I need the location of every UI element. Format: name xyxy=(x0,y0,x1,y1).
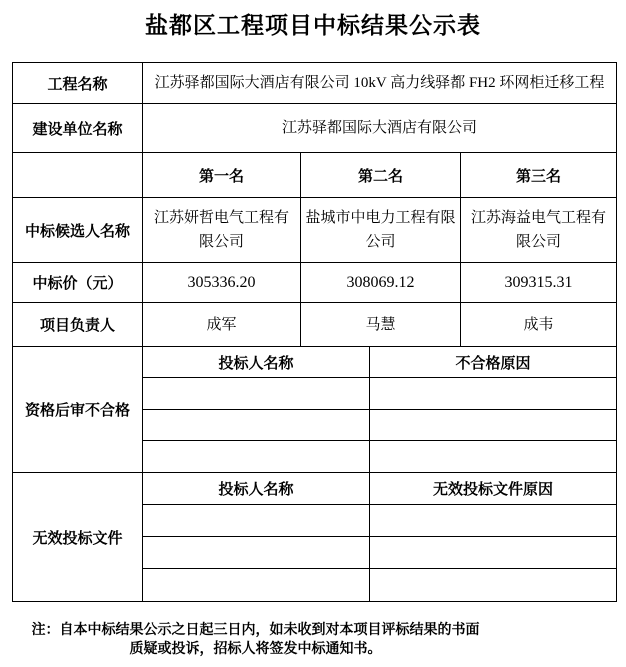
rank-header-first: 第一名 xyxy=(143,153,301,198)
project-name-value: 江苏驿都国际大酒店有限公司 10kV 高力线驿都 FH2 环网柜迁移工程 xyxy=(143,63,617,104)
candidate-second: 盐城市中电力工程有限公司 xyxy=(301,198,461,263)
invalid-bidder-cell xyxy=(143,505,370,537)
rank-header-third: 第三名 xyxy=(461,153,617,198)
owner-label: 建设单位名称 xyxy=(13,104,143,153)
invalid-reason-cell xyxy=(370,569,617,602)
disqualified-reason-header: 不合格原因 xyxy=(370,347,617,378)
project-name-label: 工程名称 xyxy=(13,63,143,104)
invalid-reason-cell xyxy=(370,537,617,569)
disqualified-section-label: 资格后审不合格 xyxy=(13,347,143,473)
footer-note: 注：自本中标结果公示之日起三日内，如未收到对本项目评标结果的书面质疑或投诉，招标人将签发中标通知书。 xyxy=(31,621,480,656)
invalid-bidder-cell xyxy=(143,537,370,569)
disqualified-bidder-header: 投标人名称 xyxy=(143,347,370,378)
invalid-section-label: 无效投标文件 xyxy=(13,473,143,602)
manager-second: 马慧 xyxy=(301,303,461,347)
row-rank-headers xyxy=(13,153,617,198)
row-invalid-header xyxy=(13,473,617,505)
invalid-reason-cell xyxy=(370,505,617,537)
invalid-reason-header: 无效投标文件原因 xyxy=(370,473,617,505)
price-third: 309315.31 xyxy=(461,263,617,303)
row-owner xyxy=(13,104,617,153)
owner-value: 江苏驿都国际大酒店有限公司 xyxy=(143,104,617,153)
disqualified-reason-cell xyxy=(370,441,617,473)
manager-first: 成军 xyxy=(143,303,301,347)
row-candidates xyxy=(13,198,617,263)
managers-label: 项目负责人 xyxy=(13,303,143,347)
rank-header-empty-cell xyxy=(13,153,143,198)
row-project-name xyxy=(13,63,617,104)
price-second: 308069.12 xyxy=(301,263,461,303)
rank-header-second: 第二名 xyxy=(301,153,461,198)
disqualified-bidder-cell xyxy=(143,410,370,441)
candidate-first: 江苏妍哲电气工程有限公司 xyxy=(143,198,301,263)
disqualified-reason-cell xyxy=(370,378,617,410)
price-first: 305336.20 xyxy=(143,263,301,303)
candidates-label: 中标候选人名称 xyxy=(13,198,143,263)
row-prices xyxy=(13,263,617,303)
bid-result-table xyxy=(12,62,617,602)
invalid-bidder-header: 投标人名称 xyxy=(143,473,370,505)
disqualified-bidder-cell xyxy=(143,378,370,410)
manager-third: 成韦 xyxy=(461,303,617,347)
page-title: 盐都区工程项目中标结果公示表 xyxy=(145,12,481,38)
disqualified-reason-cell xyxy=(370,410,617,441)
row-managers xyxy=(13,303,617,347)
prices-label: 中标价（元） xyxy=(13,263,143,303)
invalid-bidder-cell xyxy=(143,569,370,602)
row-disqualified-header xyxy=(13,347,617,378)
candidate-third: 江苏海益电气工程有限公司 xyxy=(461,198,617,263)
disqualified-bidder-cell xyxy=(143,441,370,473)
